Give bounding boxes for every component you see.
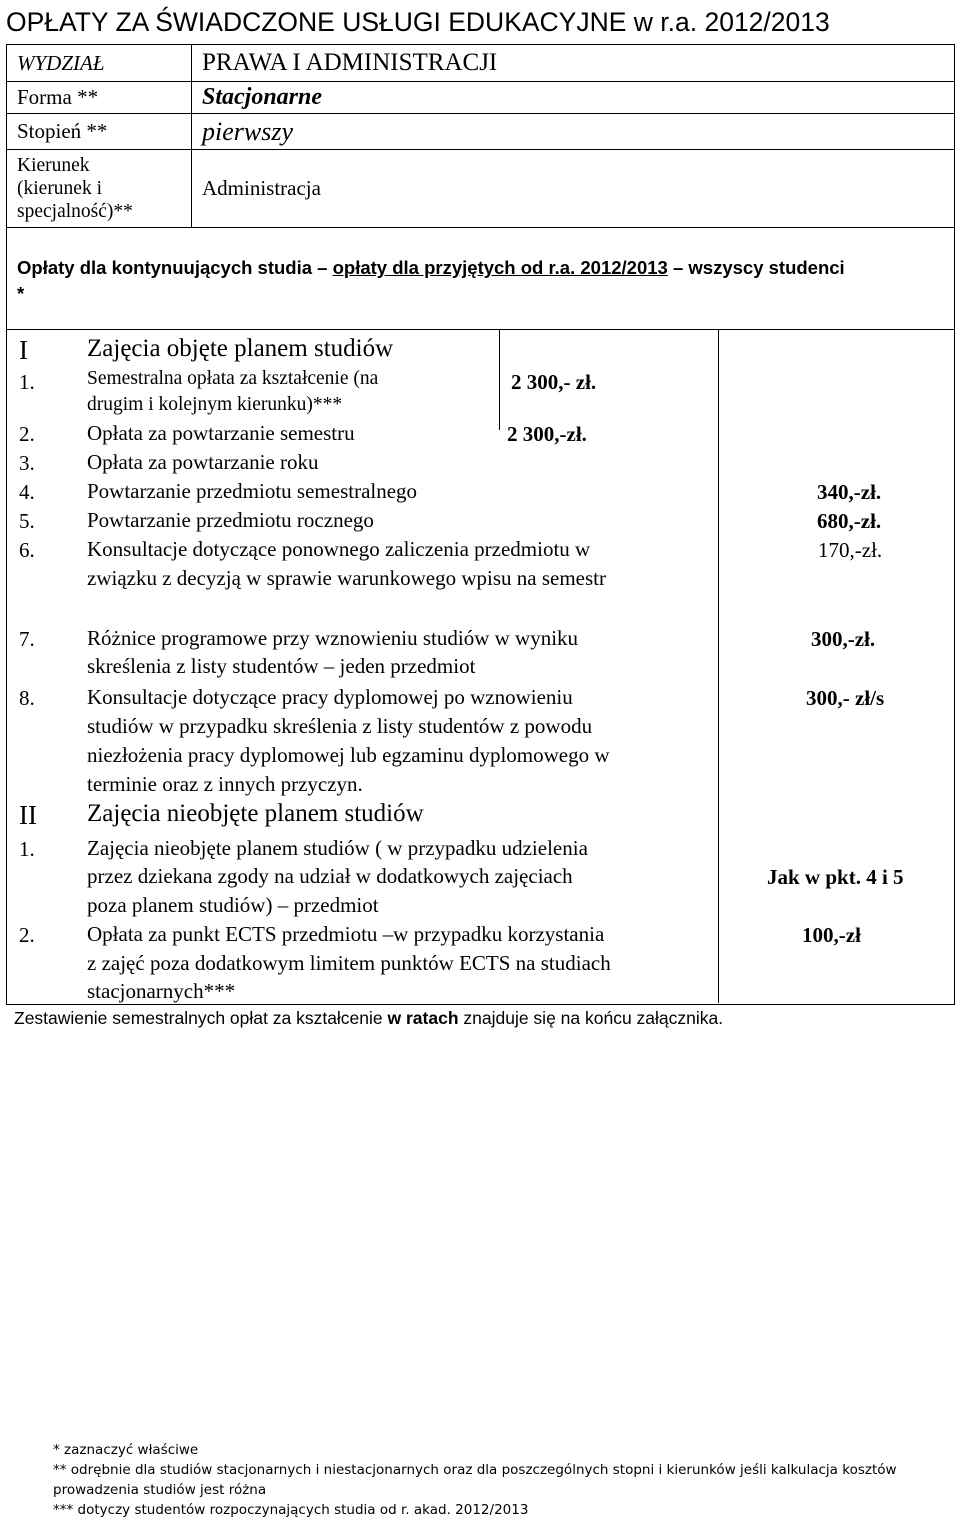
row-number: 8. [19,686,35,710]
major-label [7,150,192,228]
row-text: Semestralna opłata za kształcenie (na [87,368,379,389]
row-text: stacjonarnych*** [87,979,236,1003]
footnote: prowadzenia studiów jest różna [53,1482,267,1498]
major-value: Administracja [192,150,955,228]
row-amount: 100,-zł [802,923,861,947]
row-text: przez dziekana zgody na udział w dodatkowych zajęciach [87,864,573,888]
fees-table [6,330,955,1005]
fees-header [6,227,955,330]
row-text: skreślenia z listy studentów – jeden przedmiot [87,654,476,678]
form-value: Stacjonarne [192,82,955,114]
footnote: *** dotyczy studentów rozpoczynających studia od r. akad. 2012/2013 [53,1502,529,1518]
row-text: Powtarzanie przedmiotu rocznego [87,508,374,532]
section-2-title: Zajęcia nieobjęte planem studiów [87,800,424,827]
degree-value: pierwszy [192,114,955,150]
row-text: Powtarzanie przedmiotu semestralnego [87,479,418,503]
row-number: 1. [19,370,35,394]
faculty-label: WYDZIAŁ [7,45,192,82]
section-1-roman: I [19,335,28,365]
form-label: Forma ** [7,82,192,114]
row-number: 2. [19,923,35,947]
row-number: 1. [19,837,35,861]
row-number: 5. [19,509,35,533]
row-number: 2. [19,422,35,446]
row-text: drugim i kolejnym kierunku)*** [87,394,343,415]
major-label-line: specjalność)** [17,201,133,222]
note-bold: w ratach [387,1008,459,1028]
row-amount: Jak w pkt. 4 i 5 [767,865,904,889]
note-part: Zestawienie semestralnych opłat za kształcenie [14,1008,388,1028]
row-amount: 2 300,- zł. [511,370,597,394]
row-text: Konsultacje dotyczące pracy dyplomowej po wznowieniu [87,685,573,709]
footnote: * zaznaczyć właściwe [53,1442,199,1458]
note-part: znajduje się na końcu załącznika. [458,1008,724,1028]
row-number: 6. [19,538,35,562]
row-text: związku z decyzją w sprawie warunkowego wpisu na semestr [87,566,606,590]
row-text: poza planem studiów) – przedmiot [87,893,379,917]
major-label-line: Kierunek [17,155,90,176]
faculty-value: PRAWA I ADMINISTRACJI [192,45,955,82]
fees-header-asterisk: * [17,283,25,304]
row-text: Różnice programowe przy wznowieniu studiów w wyniku [87,626,579,650]
fees-header-underlined: opłaty dla przyjętych od r.a. 2012/2013 [332,257,668,278]
installments-note [14,1008,723,1029]
column-divider [718,330,719,1003]
row-number: 3. [19,451,35,475]
row-text: Opłata za punkt ECTS przedmiotu –w przypadku korzystania [87,922,605,946]
fees-header-part: – wszyscy studenci [667,257,845,278]
document-title: OPŁATY ZA ŚWIADCZONE USŁUGI EDUKACYJNE w r.a. 2012/2013 [6,7,830,37]
footnote: ** odrębnie dla studiów stacjonarnych i niestacjonarnych oraz dla poszczególnych stopni i kierunków jeśli kalkulacja kosztów [53,1462,897,1478]
section-2-roman: II [19,800,37,830]
fees-header-part: Opłaty dla kontynuujących studia – [17,257,333,278]
row-text: Konsultacje dotyczące ponownego zaliczenia przedmiotu w [87,537,591,561]
row-amount: 170,-zł. [818,538,883,562]
row-amount: 300,- zł/s [806,686,885,710]
row-text: niezłożenia pracy dyplomowej lub egzaminu dyplomowego w [87,743,610,767]
row-text: Opłata za powtarzanie semestru [87,421,355,445]
row-amount: 300,-zł. [811,627,876,651]
degree-label: Stopień ** [7,114,192,150]
row-amount: 680,-zł. [817,509,882,533]
row-number: 4. [19,480,35,504]
row-text: studiów w przypadku skreślenia z listy studentów z powodu [87,714,593,738]
row-text: Zajęcia nieobjęte planem studiów ( w przypadku udzielenia [87,836,588,860]
row-amount: 340,-zł. [817,480,882,504]
column-divider [499,330,500,430]
footnotes [53,1440,933,1520]
row-text: terminie oraz z innych przyczyn. [87,772,363,796]
major-label-line: (kierunek i [17,178,103,199]
row-text: Opłata za powtarzanie roku [87,450,319,474]
section-1-title: Zajęcia objęte planem studiów [87,335,394,362]
program-info-table [6,44,955,228]
row-text: z zajęć poza dodatkowym limitem punktów ECTS na studiach [87,951,611,975]
row-amount: 2 300,-zł. [507,422,587,446]
row-number: 7. [19,627,35,651]
